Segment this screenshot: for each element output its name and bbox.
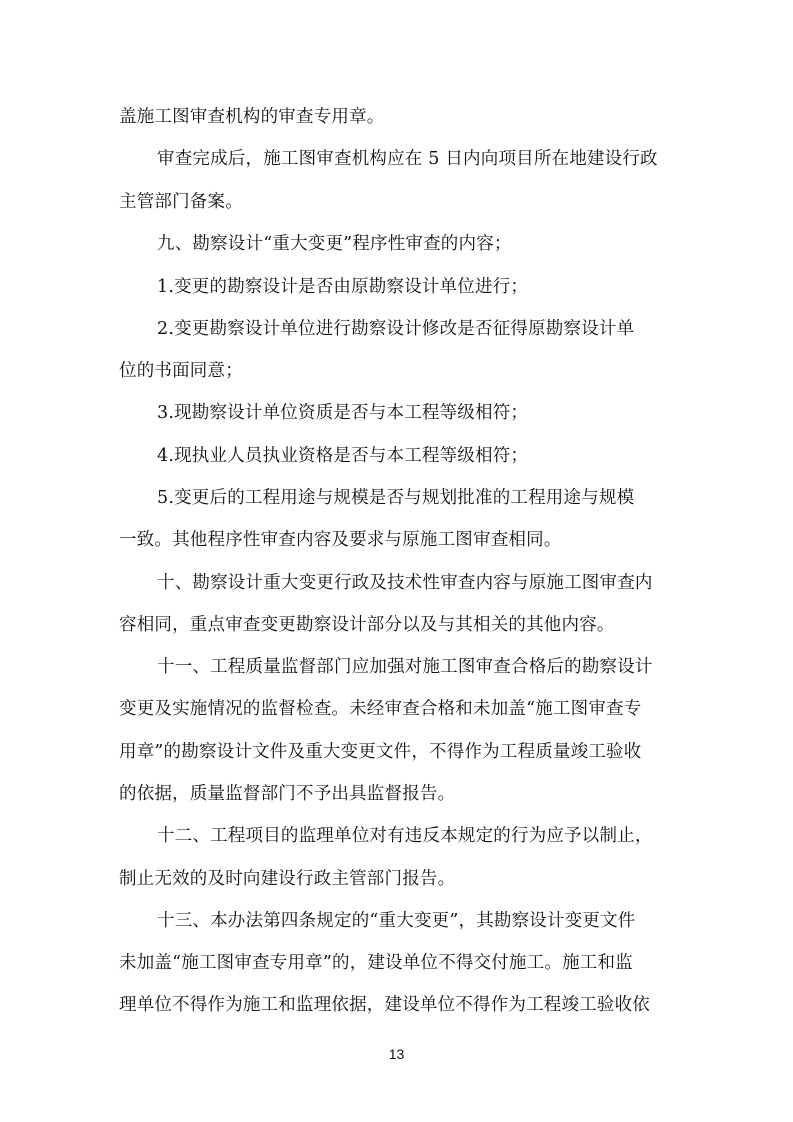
text-line: 1.变更的勘察设计是否由原勘察设计单位进行；: [157, 277, 529, 297]
text-line: 2.变更勘察设计单位进行勘察设计修改是否征得原勘察设计单: [157, 319, 635, 339]
text-line: 九、勘察设计“重大变更”程序性审查的内容；: [157, 234, 512, 254]
text-line: 的依据，质量监督部门不予出具监督报告。: [119, 784, 456, 804]
text-line: 制止无效的及时向建设行政主管部门报告。: [119, 869, 456, 889]
text-line: 十、勘察设计重大变更行政及技术性审查内容与原施工图审查内: [157, 573, 653, 593]
text-line: 容相同，重点审查变更勘察设计部分以及与其相关的其他内容。: [119, 615, 615, 635]
text-line: 一致。其他程序性审查内容及要求与原施工图审查相同。: [119, 530, 562, 550]
page-number: 13: [388, 1046, 405, 1062]
text-line: 未加盖“施工图审查专用章”的，建设单位不得交付施工。施工和监: [119, 953, 633, 973]
text-line: 3.现勘察设计单位资质是否与本工程等级相符；: [157, 403, 529, 423]
text-line: 十三、本办法第四条规定的“重大变更”，其勘察设计变更文件: [157, 911, 636, 931]
text-line: 审查完成后，施工图审查机构应在 5 日内向项目所在地建设行政: [157, 149, 658, 169]
text-line: 5.变更后的工程用途与规模是否与规划批准的工程用途与规模: [157, 488, 635, 508]
text-line: 十一、工程质量监督部门应加强对施工图审查合格后的勘察设计: [157, 657, 653, 677]
text-line: 变更及实施情况的监督检查。未经审查合格和未加盖“施工图审查专: [119, 699, 642, 719]
text-line: 盖施工图审查机构的审查专用章。: [119, 107, 385, 127]
text-line: 用章”的勘察设计文件及重大变更文件，不得作为工程质量竣工验收: [119, 742, 642, 762]
text-line: 4.现执业人员执业资格是否与本工程等级相符；: [157, 446, 529, 466]
text-line: 位的书面同意；: [119, 361, 243, 381]
text-line: 理单位不得作为施工和监理依据，建设单位不得作为工程竣工验收依: [119, 995, 650, 1015]
text-line: 主管部门备案。: [119, 192, 243, 212]
text-line: 十二、工程项目的监理单位对有违反本规定的行为应予以制止，: [157, 826, 653, 846]
